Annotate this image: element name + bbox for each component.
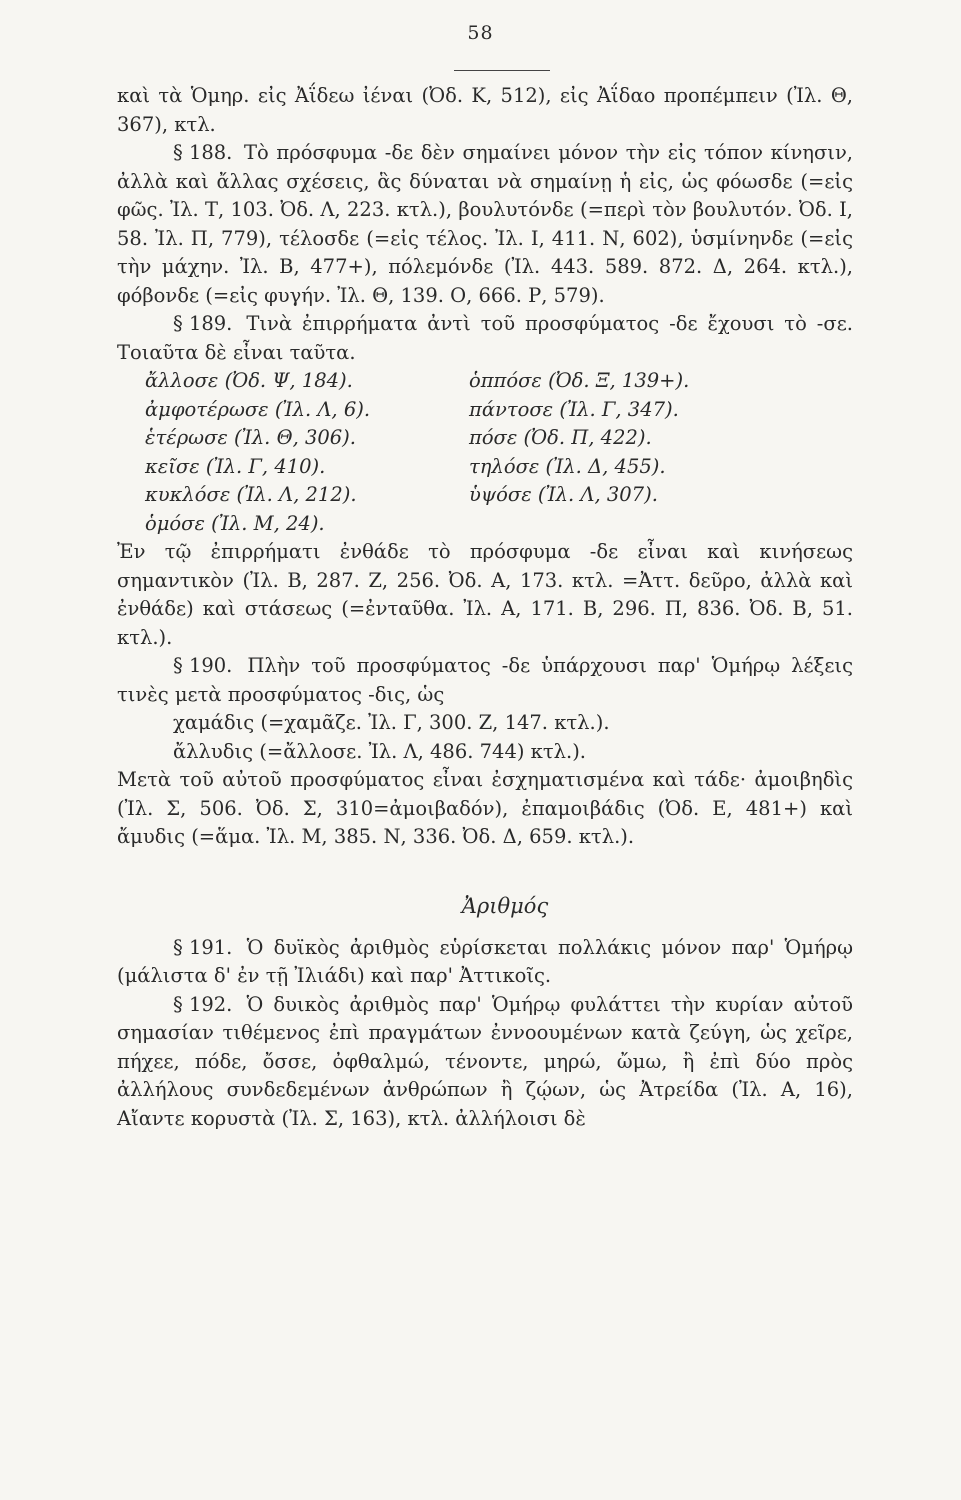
paragraph-192-text: Ὁ δυικὸς ἀριθμὸς παρ' Ὁμήρῳ φυλάττει τὴν κυρίαν αὐτοῦ σημασίαν τιθέμενος ἐπὶ πραγμάτων ἐννοουμένων κατὰ ζεύγη, ὡς χεῖρε, πήχεε, πόδε, ὄσσε, ὀφθαλμώ, τένοντε, μηρώ, ὤμω, ἢ ἐπὶ δύο πρὸς ἀλλήλους συνδεδεμένων ἀνθρώπων ἢ ζῴων, ὡς Ἀτρείδα (Ἰλ. Α, 16), Αἴαντε κορυστὰ (Ἰλ. Σ, 163), κτλ. ἀλλήλοισι δὲ [117,992,854,1130]
example-line: ἄλλυδις (=ἄλλοσε. Ἰλ. Λ, 486. 744) κτλ.). [173,739,587,763]
paragraph-190-text: Πλὴν τοῦ προσφύματος -δε ὑπάρχουσι παρ' Ὁμήρῳ λέξεις τινὲς μετὰ προσφύματος -δις, ὡς [117,654,853,706]
section-number-189: § 189. [173,312,233,335]
section-number-188: § 188. [173,141,233,164]
section-number-190: § 190. [173,654,233,677]
body-text [117,82,853,1133]
list-item: ὁππόσε (Ὀδ. Ξ, 139+). [469,369,690,392]
paragraph-190 [117,652,853,709]
section-number-192: § 192. [173,992,233,1016]
adverb-list-right [469,367,853,538]
paragraph-intro: καὶ τὰ Ὁμηρ. εἰς Ἀΐδεω ἰέναι (Ὀδ. Κ, 512), εἰς Ἀΐδαο προπέμπειν (Ἰλ. Θ, 367), κτλ. [117,84,853,136]
list-item: κυκλόσε (Ἰλ. Λ, 212). [145,483,357,506]
paragraph-enthade: Ἐν τῷ ἐπιρρήματι ἐνθάδε τὸ πρόσφυμα -δε εἶναι καὶ κινήσεως σημαντικὸν (Ἰλ. Β, 287. Ζ, 256. Ὀδ. Α, 173. κτλ. =Ἀττ. δεῦρο, ἀλλὰ καὶ ἐνθάδε) καὶ στάσεως (=ἐνταῦθα. Ἰλ. Α, 171. Β, 296. Π, 836. Ὀδ. Β, 51. κτλ.). [117,540,853,649]
list-item: ἑτέρωσε (Ἰλ. Θ, 306). [145,426,356,449]
list-item: πάντοσε (Ἰλ. Γ, 347). [469,397,679,421]
paragraph-189-text: Τινὰ ἐπιρρήματα ἀντὶ τοῦ προσφύματος -δε ἔχουσι τὸ -σε. Τοιαῦτα δὲ εἶναι ταῦτα. [117,312,853,364]
list-item: ἄλλοσε (Ὀδ. Ψ, 184). [145,369,353,392]
paragraph-188 [117,139,853,310]
paragraph-192 [117,991,853,1134]
paragraph-188-text: Τὸ πρόσφυμα -δε δὲν σημαίνει μόνον τὴν εἰς τόπον κίνησιν, ἀλλὰ καὶ ἄλλας σχέσεις, ἃς δύναται νὰ σημαίνῃ ἡ εἰς, ὡς φόωσδε (=εἰς φῶς. Ἰλ. Τ, 103. Ὀδ. Λ, 223. κτλ.), βουλυτόνδε (=περὶ τὸν βουλυτόν. Ὀδ. Ι, 58. Ἰλ. Π, 779), τέλοσδε (=εἰς τέλος. Ἰλ. Ι, 411. Ν, 602), ὑσμίνηνδε (=εἰς τὴν μάχην. Ἰλ. Β, 477+), πόλεμόνδε (Ἰλ. 443. 589. 872. Δ, 264. κτλ.), φόβονδε (=εἰς φυγήν. Ἰλ. Θ, 139. Ο, 666. Ρ, 579). [117,141,853,307]
list-item: ὑψόσε (Ἰλ. Λ, 307). [469,483,658,506]
section-heading: Ἀριθμός [461,893,549,918]
paragraph-191-text: Ὁ δυϊκὸς ἀριθμὸς εὑρίσκεται πολλάκις μόνον παρ' Ὁμήρῳ (μάλιστα δ' ἐν τῇ Ἰλιάδι) καὶ παρ' Ἀττικοῖς. [117,935,854,987]
list-item: ἀμφοτέρωσε (Ἰλ. Λ, 6). [145,397,371,421]
example-line: χαμάδις (=χαμᾶζε. Ἰλ. Γ, 300. Ζ, 147. κτλ.). [173,711,610,734]
list-item: πόσε (Ὀδ. Π, 422). [469,426,652,449]
section-number-191: § 191. [173,935,233,959]
page-number: 58 [467,22,494,44]
list-item: κεῖσε (Ἰλ. Γ, 410). [145,454,326,478]
list-item: τηλόσε (Ἰλ. Δ, 455). [469,454,666,478]
adverb-list-left [145,367,469,538]
paragraph-190b: Μετὰ τοῦ αὐτοῦ προσφύματος εἶναι ἐσχηματισμένα καὶ τάδε· ἀμοιβηδὶς (Ἰλ. Σ, 506. Ὀδ. Σ, 310=ἀμοιβαδόν), ἐπαμοιβάδις (Ὀδ. Ε, 481+) καὶ ἄμυδις (=ἅμα. Ἰλ. Μ, 385. Ν, 336. Ὀδ. Δ, 659. κτλ.). [117,768,853,848]
paragraph-189 [117,310,853,367]
adverb-list [117,367,853,538]
list-item: ὁμόσε (Ἰλ. Μ, 24). [145,511,325,535]
page-number-rule [454,70,550,71]
paragraph-191 [117,934,853,991]
